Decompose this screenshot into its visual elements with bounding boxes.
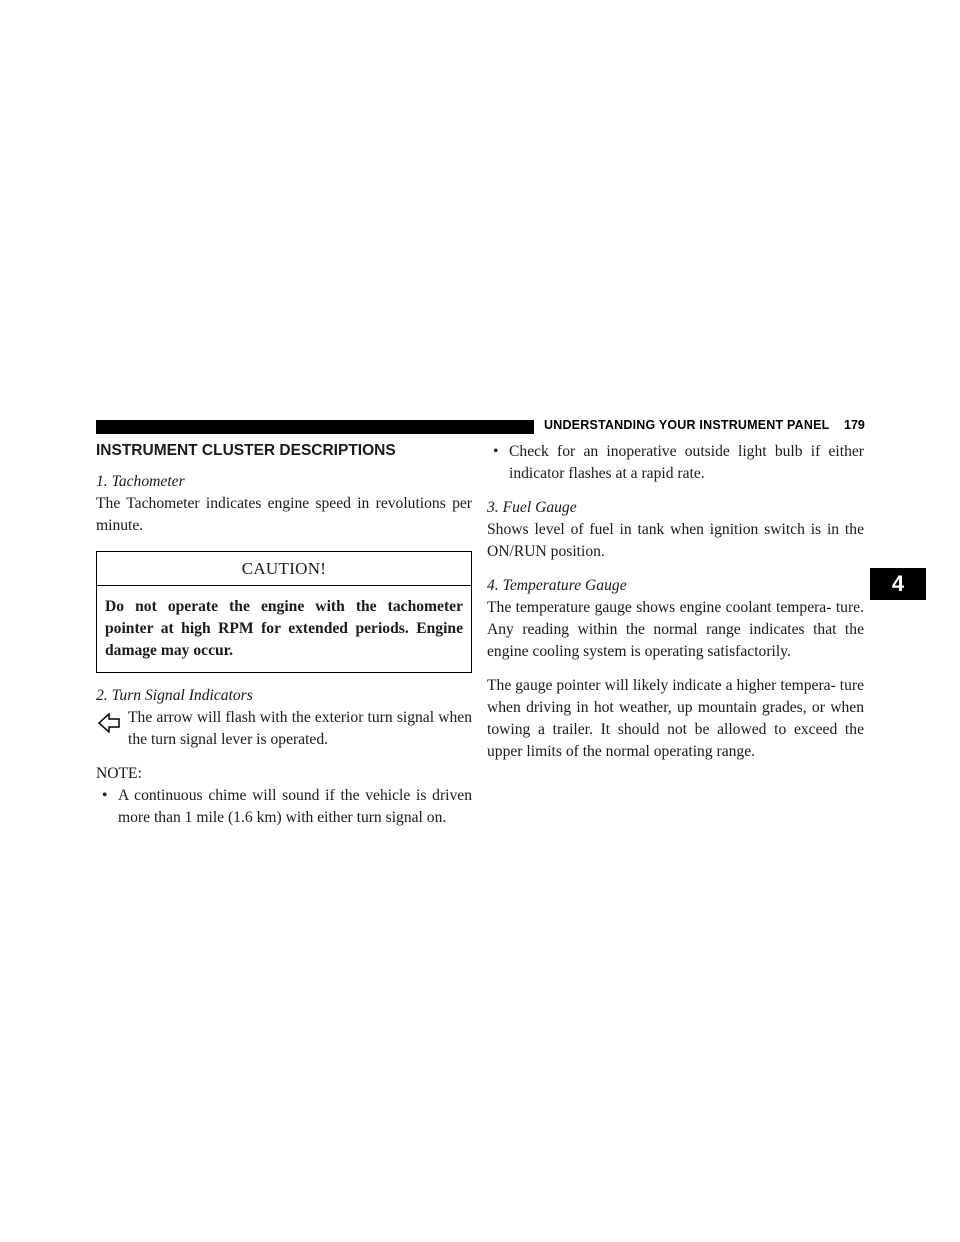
note-bullet-text: A continuous chime will sound if the vehicle is driven more than 1 mile (1.6 km) with either turn signal on. [118, 787, 472, 826]
running-header-title: UNDERSTANDING YOUR INSTRUMENT PANEL [544, 418, 830, 432]
turn-signal-text: The arrow will flash with the exterior turn signal when the turn signal lever is operated. [128, 709, 472, 748]
caution-title: CAUTION! [97, 552, 471, 586]
caution-text: Do not operate the engine with the tachometer pointer at high RPM for extended periods. Engine damage may occur. [105, 598, 463, 659]
turn-signal-paragraph [96, 707, 472, 751]
note-bullet-item [96, 785, 472, 829]
right-column [487, 441, 864, 775]
tachometer-text: The Tachometer indicates engine speed in revolutions per minute. [96, 495, 472, 534]
fuel-gauge-heading: 3. Fuel Gauge [487, 499, 577, 516]
turn-signal-arrow-icon [98, 713, 120, 733]
header-rule [96, 420, 534, 434]
fuel-gauge-text: Shows level of fuel in tank when ignition switch is in the ON/RUN position. [487, 521, 864, 560]
note-bullet-item [487, 441, 864, 485]
section-heading: INSTRUMENT CLUSTER DESCRIPTIONS [96, 442, 396, 459]
chapter-tab: 4 [870, 568, 926, 600]
note-label: NOTE: [96, 765, 142, 782]
caution-box [96, 551, 472, 673]
page-number: 179 [844, 418, 865, 432]
note-bullet-text: Check for an inoperative outside light bulb if either indicator flashes at a rapid rate. [509, 443, 864, 482]
temperature-gauge-heading: 4. Temperature Gauge [487, 577, 627, 594]
bullet-dot-icon: • [102, 787, 108, 804]
bullet-dot-icon: • [493, 443, 499, 460]
turn-signal-heading: 2. Turn Signal Indicators [96, 687, 253, 704]
temperature-gauge-text-2: The gauge pointer will likely indicate a higher tempera- ture when driving in hot weather, up mountain grades, or when towing a trailer. It should not be allowed to exceed the upper limits of the normal operating range. [487, 677, 864, 760]
temperature-gauge-text: The temperature gauge shows engine coolant tempera- ture. Any reading within the normal range indicates that the engine cooling system is operating satisfactorily. [487, 599, 864, 660]
tachometer-heading: 1. Tachometer [96, 473, 185, 490]
left-column [96, 441, 472, 841]
